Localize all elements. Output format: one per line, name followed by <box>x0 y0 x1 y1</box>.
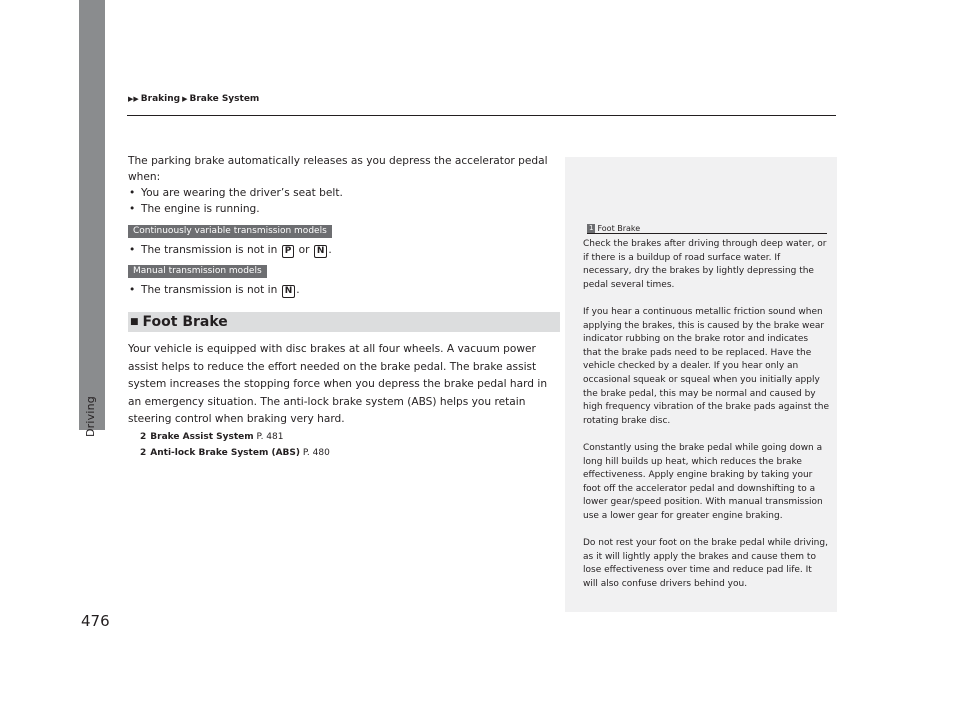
cross-reference-link[interactable]: 2 Anti-lock Brake System (ABS) P. 480 <box>140 447 330 458</box>
bullet-icon: • <box>129 284 136 296</box>
side-tab <box>79 0 105 430</box>
gear-key-p: P <box>282 245 295 258</box>
list-item <box>128 201 560 217</box>
breadcrumb-arrow-icon: ▶ <box>182 95 188 103</box>
page-number: 476 <box>81 612 110 630</box>
list-item <box>128 282 560 298</box>
list-item <box>128 242 560 258</box>
sidebar-rule <box>587 233 827 234</box>
bullet-icon: • <box>129 203 136 215</box>
cross-reference-link[interactable]: 2 Brake Assist System P. 481 <box>140 431 284 442</box>
breadcrumb-item[interactable]: Braking <box>140 94 181 104</box>
sidebar-paragraph: Constantly using the brake pedal while going down a long hill builds up heat, which reduces the brake effectiveness. Apply engine braking by taking your foot off the accelerator pedal and downshifting to a lower gear/speed position. With manual transmission use a lower gear for greater engine braking. <box>583 442 823 521</box>
breadcrumb-arrow-icon: ▶▶ <box>128 95 139 103</box>
list-item <box>128 185 560 201</box>
note-number-badge: 1 <box>589 224 594 232</box>
reference-arrow-icon: 2 <box>140 431 147 442</box>
list-item-text: The engine is running. <box>141 203 260 215</box>
breadcrumb-item[interactable]: Brake System <box>189 94 260 104</box>
list-item-text: The transmission is not in P or N . <box>141 244 332 256</box>
sidebar-paragraph: If you hear a continuous metallic friction sound when applying the brakes, this is caused by the brake wear indicator rubbing on the brake rotor and indicates that the brake pads need to be replaced. Have the vehicle checked by a dealer. If you hear only an occasional squeak or squeal when you initially apply the brake pedal, this may be normal and caused by high frequency vibration of the brake pads against the rotating brake disc. <box>583 306 830 426</box>
sidebar-body <box>583 238 829 605</box>
list-item-text: You are wearing the driver’s seat belt. <box>141 187 343 199</box>
reference-arrow-icon: 2 <box>140 447 147 458</box>
section-heading <box>128 312 560 332</box>
breadcrumb <box>128 94 259 104</box>
sidebar-title: Foot Brake <box>597 224 641 233</box>
sidebar-paragraph: Check the brakes after driving through deep water, or if there is a buildup of road surface water. If necessary, dry the brakes by lightly depressing the pedal several times. <box>583 239 827 290</box>
main-content <box>128 153 560 461</box>
bullet-icon: • <box>129 187 136 199</box>
section-title: Foot Brake <box>142 314 228 330</box>
square-icon: ■ <box>130 317 139 327</box>
cvt-models-badge: Continuously variable transmission models <box>128 225 332 238</box>
header-rule <box>127 115 836 116</box>
sidebar-paragraph: Do not rest your foot on the brake pedal while driving, as it will lightly apply the brakes and cause them to lose effectiveness over time and reduce pad life. It will also confuse drivers behind you. <box>583 538 828 589</box>
foot-brake-paragraph: Your vehicle is equipped with disc brakes at all four wheels. A vacuum power assist helps to reduce the effort needed on the brake pedal. The brake assist system increases the stopping force when you depress the brake pedal hard in an emergency situation. The anti-lock brake system (ABS) helps you retain steering control when braking very hard. <box>128 343 548 425</box>
list-item-text: The transmission is not in N . <box>141 284 300 296</box>
side-tab-label: Driving <box>84 396 97 437</box>
gear-key-n: N <box>314 245 328 258</box>
gear-key-n: N <box>282 285 296 298</box>
sidebar-heading <box>587 224 640 233</box>
manual-models-badge: Manual transmission models <box>128 265 267 278</box>
intro-text: The parking brake automatically releases as you depress the accelerator pedal when: <box>128 155 548 183</box>
bullet-icon: • <box>129 244 136 256</box>
